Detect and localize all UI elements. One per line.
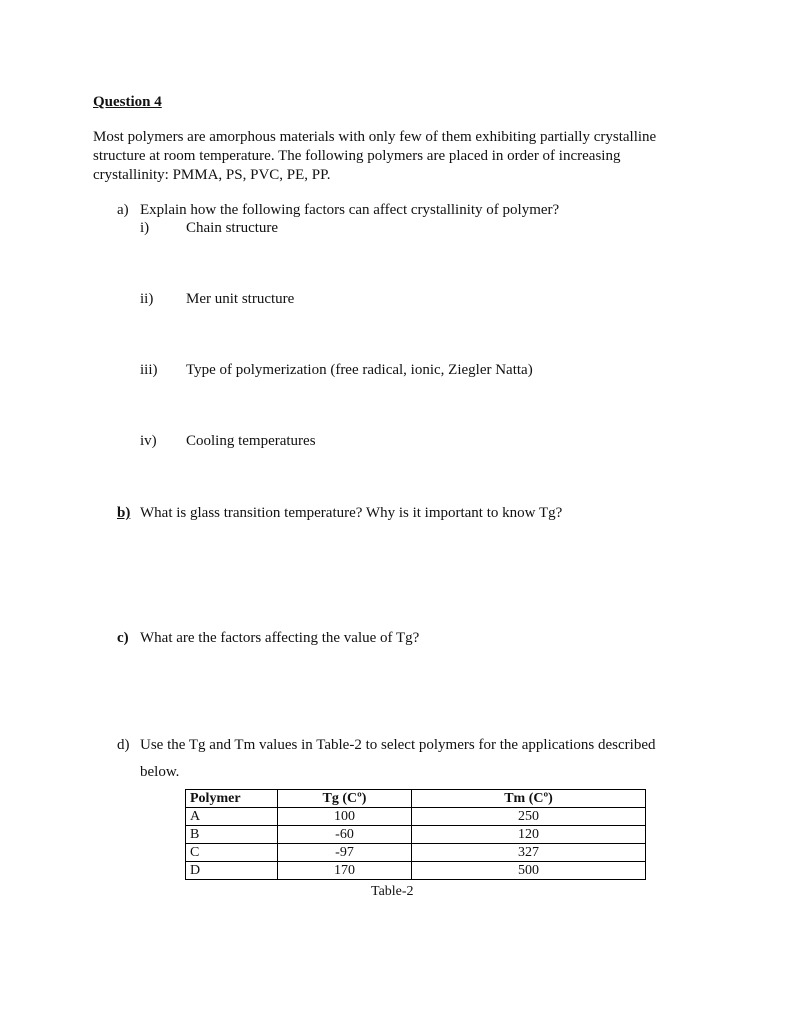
table-caption: Table-2 (371, 884, 414, 899)
cell-polymer: B (186, 826, 278, 844)
part-a-item-1-number: i) (140, 220, 150, 236)
cell-tm: 250 (412, 808, 646, 826)
part-a-item-4-text: Cooling temperatures (186, 433, 316, 449)
cell-tm: 120 (412, 826, 646, 844)
polymer-table (185, 789, 646, 880)
table-row (186, 826, 646, 844)
part-d-label: d) (117, 737, 130, 753)
header-tm: Tm (Cº) (412, 790, 646, 808)
part-a-item-1-text: Chain structure (186, 220, 279, 236)
part-a-item-4-number: iv) (140, 433, 157, 449)
cell-tg: -97 (278, 844, 412, 862)
part-b-label: b) (117, 505, 131, 521)
part-a-item-3-number: iii) (140, 362, 158, 378)
part-a-item-2-text: Mer unit structure (186, 291, 295, 307)
cell-tg: 100 (278, 808, 412, 826)
table-row (186, 862, 646, 880)
cell-polymer: C (186, 844, 278, 862)
part-c-label: c) (117, 630, 129, 646)
cell-tm: 500 (412, 862, 646, 880)
part-d-text-line-2: below. (140, 764, 180, 780)
part-a-text: Explain how the following factors can affect crystallinity of polymer? (140, 202, 560, 218)
part-b-text: What is glass transition temperature? Why is it important to know Tg? (140, 505, 563, 521)
part-a-item-3-text: Type of polymerization (free radical, ionic, Ziegler Natta) (186, 362, 533, 378)
cell-polymer: A (186, 808, 278, 826)
part-d-text-line-1: Use the Tg and Tm values in Table-2 to select polymers for the applications described (140, 737, 656, 753)
header-tg: Tg (Cº) (278, 790, 412, 808)
question-intro: Most polymers are amorphous materials with only few of them exhibiting partially crystalline structure at room temperature. The following polymers are placed in order of increasing crystallinity: PMMA, PS, PVC, PE, PP. (93, 129, 657, 183)
table-row (186, 808, 646, 826)
cell-tg: -60 (278, 826, 412, 844)
part-c-text: What are the factors affecting the value of Tg? (140, 630, 420, 646)
table-row (186, 844, 646, 862)
cell-tm: 327 (412, 844, 646, 862)
part-a-item-2-number: ii) (140, 291, 154, 307)
cell-tg: 170 (278, 862, 412, 880)
header-polymer: Polymer (186, 790, 278, 808)
cell-polymer: D (186, 862, 278, 880)
table-header-row (186, 790, 646, 808)
part-a-label: a) (117, 202, 129, 218)
question-title: Question 4 (93, 94, 162, 110)
